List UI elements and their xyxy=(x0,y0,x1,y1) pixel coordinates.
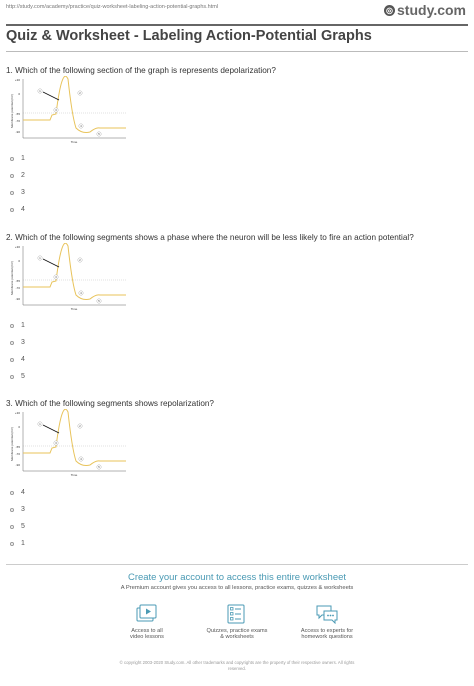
tick-label: 0 xyxy=(18,92,20,96)
marker-label: 1 xyxy=(39,423,41,426)
action-potential-graph xyxy=(10,76,128,146)
page-title: Quiz & Worksheet - Labeling Action-Potential Graphs xyxy=(6,28,372,44)
quiz-icon xyxy=(225,604,249,624)
radio-icon[interactable] xyxy=(10,508,14,512)
marker-label: 3 xyxy=(55,276,57,279)
answer-options xyxy=(10,317,25,385)
video-icon xyxy=(135,604,159,624)
marker-label: 3 xyxy=(55,109,57,112)
answer-option[interactable]: 3 xyxy=(10,334,25,351)
action-potential-graph xyxy=(10,409,128,479)
tick-label: -55 xyxy=(15,112,20,116)
action-potential-curve xyxy=(23,409,126,465)
radio-icon[interactable] xyxy=(10,491,14,495)
tick-label: +30 xyxy=(14,245,20,249)
premium-description: A Premium account gives you access to all lessons, practice exams, quizzes & worksheets xyxy=(120,585,354,591)
label-pointer xyxy=(43,259,59,267)
tick-label: -70 xyxy=(15,452,20,456)
marker-label: 4 xyxy=(80,458,82,461)
marker-label: 5 xyxy=(98,300,100,303)
logo-text: study.com xyxy=(397,2,466,18)
label-pointer xyxy=(43,425,59,433)
expert-chat-icon xyxy=(315,604,339,624)
feature-experts xyxy=(282,604,372,640)
feature-label: Quizzes, practice exams xyxy=(206,628,268,634)
question-2 xyxy=(6,233,470,380)
marker-label: 2 xyxy=(79,259,81,262)
y-axis-label: Membrane potential (mV) xyxy=(10,94,14,128)
tick-label: -70 xyxy=(15,286,20,290)
label-pointer xyxy=(43,92,59,100)
answer-option[interactable]: 4 xyxy=(10,484,25,501)
tick-label: 0 xyxy=(18,259,20,263)
radio-icon[interactable] xyxy=(10,191,14,195)
feature-label: Access to all xyxy=(131,628,163,634)
radio-icon[interactable] xyxy=(10,157,14,161)
answer-option[interactable]: 3 xyxy=(10,501,25,518)
study-logo[interactable] xyxy=(384,2,466,18)
copyright: © copyright 2003-2020 Study.com. All other trademarks and copyrights are the property of their respective owners. All rights reserved. xyxy=(119,660,355,671)
answer-option[interactable]: 4 xyxy=(10,201,25,218)
question-text: 1. Which of the following section of the graph is represents depolarization? xyxy=(6,66,276,75)
question-1 xyxy=(6,66,470,213)
radio-icon[interactable] xyxy=(10,174,14,178)
y-axis-label: Membrane potential (mV) xyxy=(10,427,14,461)
answer-option[interactable]: 1 xyxy=(10,535,25,552)
answer-option[interactable]: 3 xyxy=(10,184,25,201)
feature-label: Access to experts for xyxy=(300,628,354,634)
feature-label: homework questions xyxy=(301,634,353,640)
y-axis-label: Membrane potential (mV) xyxy=(10,261,14,295)
tick-label: -55 xyxy=(15,445,20,449)
marker-label: 4 xyxy=(80,292,82,295)
marker-label: 4 xyxy=(80,125,82,128)
tick-label: -55 xyxy=(15,279,20,283)
create-account-link[interactable]: Create your account to access this entire worksheet xyxy=(127,572,347,583)
tick-label: +30 xyxy=(14,78,20,82)
feature-video-lessons xyxy=(102,604,192,640)
tick-label: 0 xyxy=(18,425,20,429)
x-axis-label: Time xyxy=(70,307,78,311)
answer-option[interactable]: 5 xyxy=(10,368,25,385)
action-potential-curve xyxy=(23,76,126,132)
action-potential-graph xyxy=(10,243,128,313)
x-axis-label: Time xyxy=(70,140,78,144)
feature-quizzes xyxy=(192,604,282,640)
tick-label: -70 xyxy=(15,119,20,123)
feature-label: video lessons xyxy=(130,634,164,640)
question-text: 2. Which of the following segments shows a phase where the neuron will be less likely to fire an action potential? xyxy=(6,233,414,242)
marker-label: 2 xyxy=(79,92,81,95)
radio-icon[interactable] xyxy=(10,358,14,362)
question-3 xyxy=(6,399,470,547)
marker-label: 1 xyxy=(39,90,41,93)
radio-icon[interactable] xyxy=(10,525,14,529)
tick-label: -90 xyxy=(15,297,20,301)
marker-label: 5 xyxy=(98,466,100,469)
answer-options xyxy=(10,150,25,218)
radio-icon[interactable] xyxy=(10,375,14,379)
feature-label: & worksheets xyxy=(220,634,254,640)
marker-label: 1 xyxy=(39,257,41,260)
header-divider xyxy=(6,24,468,26)
radio-icon[interactable] xyxy=(10,341,14,345)
answer-option[interactable]: 4 xyxy=(10,351,25,368)
radio-icon[interactable] xyxy=(10,324,14,328)
answer-option[interactable]: 1 xyxy=(10,150,25,167)
action-potential-curve xyxy=(23,243,126,299)
tick-label: +30 xyxy=(14,411,20,415)
tick-label: -90 xyxy=(15,130,20,134)
x-axis-label: Time xyxy=(70,473,78,477)
study-logo-icon: ◎ xyxy=(384,5,395,16)
answer-option[interactable]: 5 xyxy=(10,518,25,535)
answer-option[interactable]: 1 xyxy=(10,317,25,334)
page-url: http://study.com/academy/practice/quiz-worksheet-labeling-action-potential-graphs.html xyxy=(6,4,219,10)
answer-options xyxy=(10,484,25,552)
marker-label: 5 xyxy=(98,133,100,136)
radio-icon[interactable] xyxy=(10,208,14,212)
marker-label: 2 xyxy=(79,425,81,428)
tick-label: -90 xyxy=(15,463,20,467)
marker-label: 3 xyxy=(55,442,57,445)
radio-icon[interactable] xyxy=(10,542,14,546)
answer-option[interactable]: 2 xyxy=(10,167,25,184)
title-divider xyxy=(6,51,468,52)
footer-divider xyxy=(6,564,468,565)
question-text: 3. Which of the following segments shows repolarization? xyxy=(6,399,214,408)
